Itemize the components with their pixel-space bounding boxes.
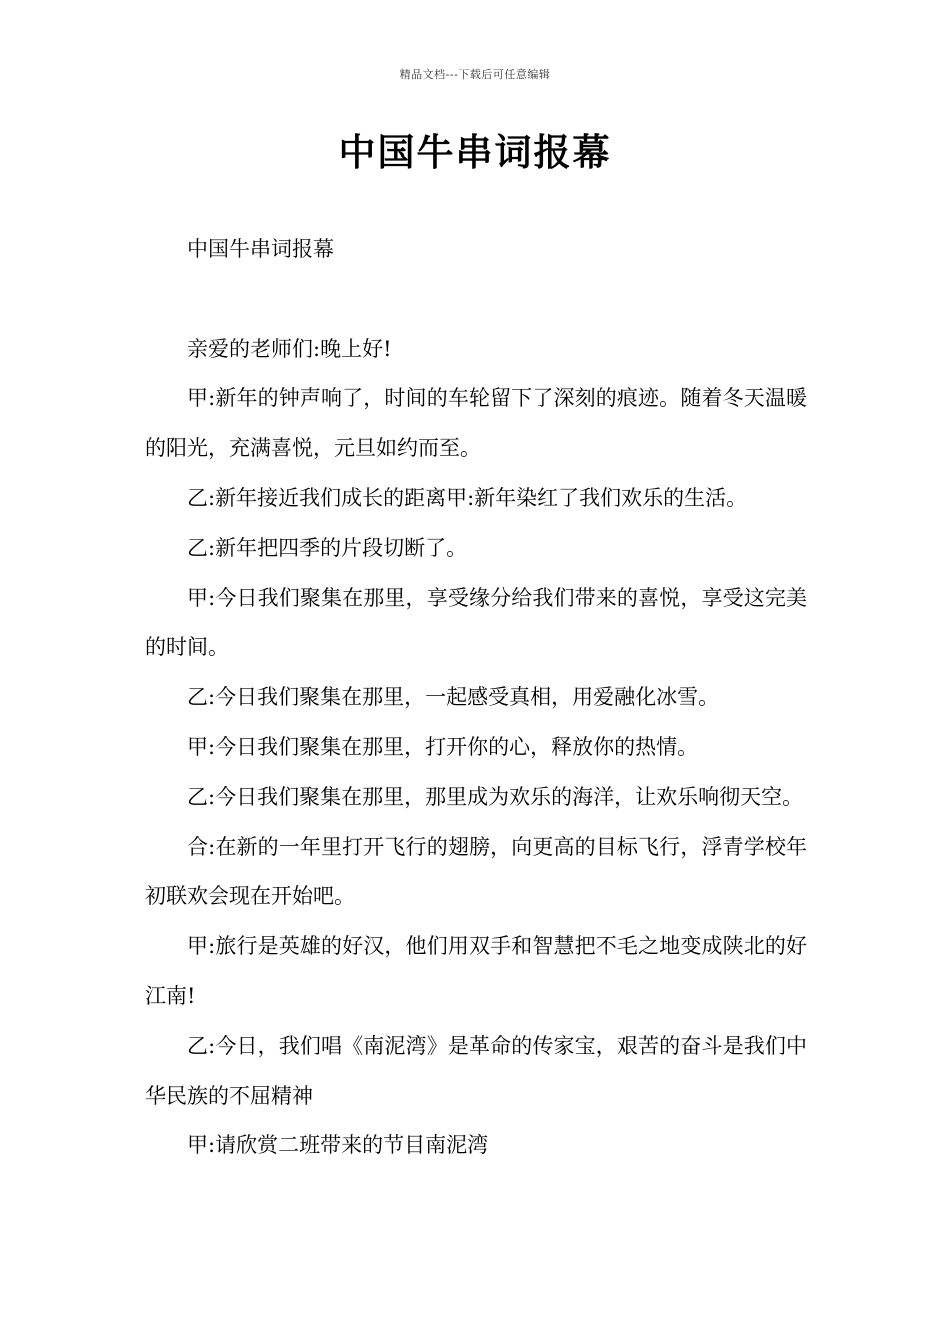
paragraph: 亲爱的老师们:晚上好! (187, 336, 392, 361)
paragraph: 乙:今日我们聚集在那里，那里成为欢乐的海洋，让欢乐响彻天空。 (187, 784, 804, 809)
paragraph: 甲:旅行是英雄的好汉，他们用双手和智慧把不毛之地变成陕北的好江南! (145, 934, 807, 1008)
paragraph: 甲:新年的钟声响了，时间的车轮留下了深刻的痕迹。随着冬天温暖的阳光，充满喜悦，元旦如约而至。 (145, 386, 807, 461)
document-subtitle: 中国牛串词报幕 (187, 237, 334, 261)
paragraph: 合:在新的一年里打开飞行的翅膀，向更高的目标飞行，浮青学校年初联欢会现在开始吧。 (145, 834, 807, 909)
paragraph: 乙:新年把四季的片段切断了。 (187, 535, 468, 560)
paragraph: 乙:今日，我们唱《南泥湾》是革命的传家宝，艰苦的奋斗是我们中华民族的不屈精神 (145, 1033, 807, 1108)
document-title: 中国牛串词报幕 (338, 131, 612, 174)
page-header: 精品文档---下载后可任意编辑 (399, 68, 551, 81)
paragraph: 乙:新年接近我们成长的距离甲:新年染红了我们欢乐的生活。 (187, 485, 748, 510)
paragraph: 甲:请欣赏二班带来的节目南泥湾 (187, 1133, 489, 1158)
document-body (145, 225, 807, 1171)
paragraph: 甲:今日我们聚集在那里，打开你的心，释放你的热情。 (187, 734, 699, 759)
paragraph: 乙:今日我们聚集在那里，一起感受真相，用爱融化冰雪。 (187, 685, 720, 710)
paragraph: 甲:今日我们聚集在那里，享受缘分给我们带来的喜悦，享受这完美的时间。 (145, 585, 807, 660)
